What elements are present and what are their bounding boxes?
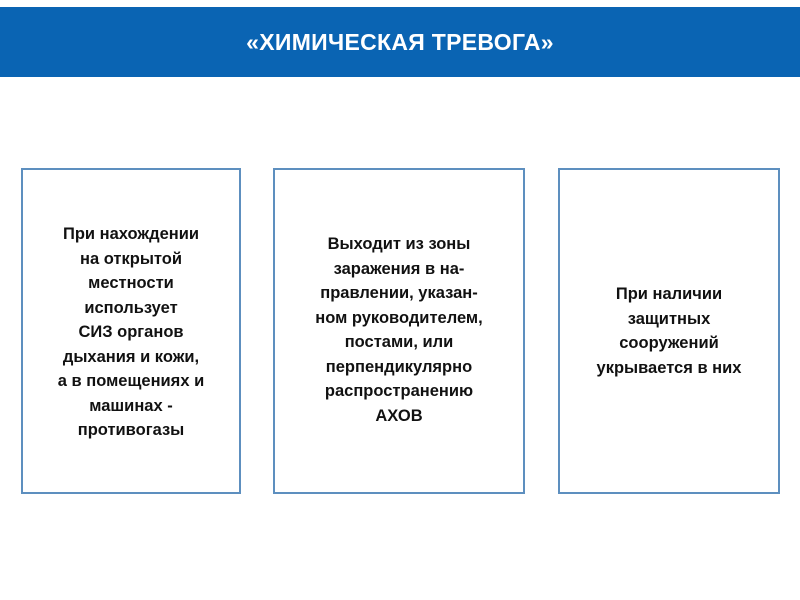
- instruction-card-exit-zone: [273, 168, 525, 494]
- page-title: «ХИМИЧЕСКАЯ ТРЕВОГА»: [246, 28, 554, 55]
- instruction-card-open-area: [21, 168, 241, 494]
- title-banner: [0, 7, 800, 77]
- instruction-card-text: Выходит из зоны заражения в на- правлении, указан- ном руководителем, постами, или перпендикулярно распространению АХОВ: [315, 235, 483, 425]
- instruction-card-text: При нахождении на открытой местности использует СИЗ органов дыхания и кожи, а в помещениях и машинах - противогазы: [57, 225, 205, 439]
- instruction-card-shelter: [558, 168, 780, 494]
- instruction-card-text: При наличии защитных сооружений укрывается в них: [596, 285, 742, 377]
